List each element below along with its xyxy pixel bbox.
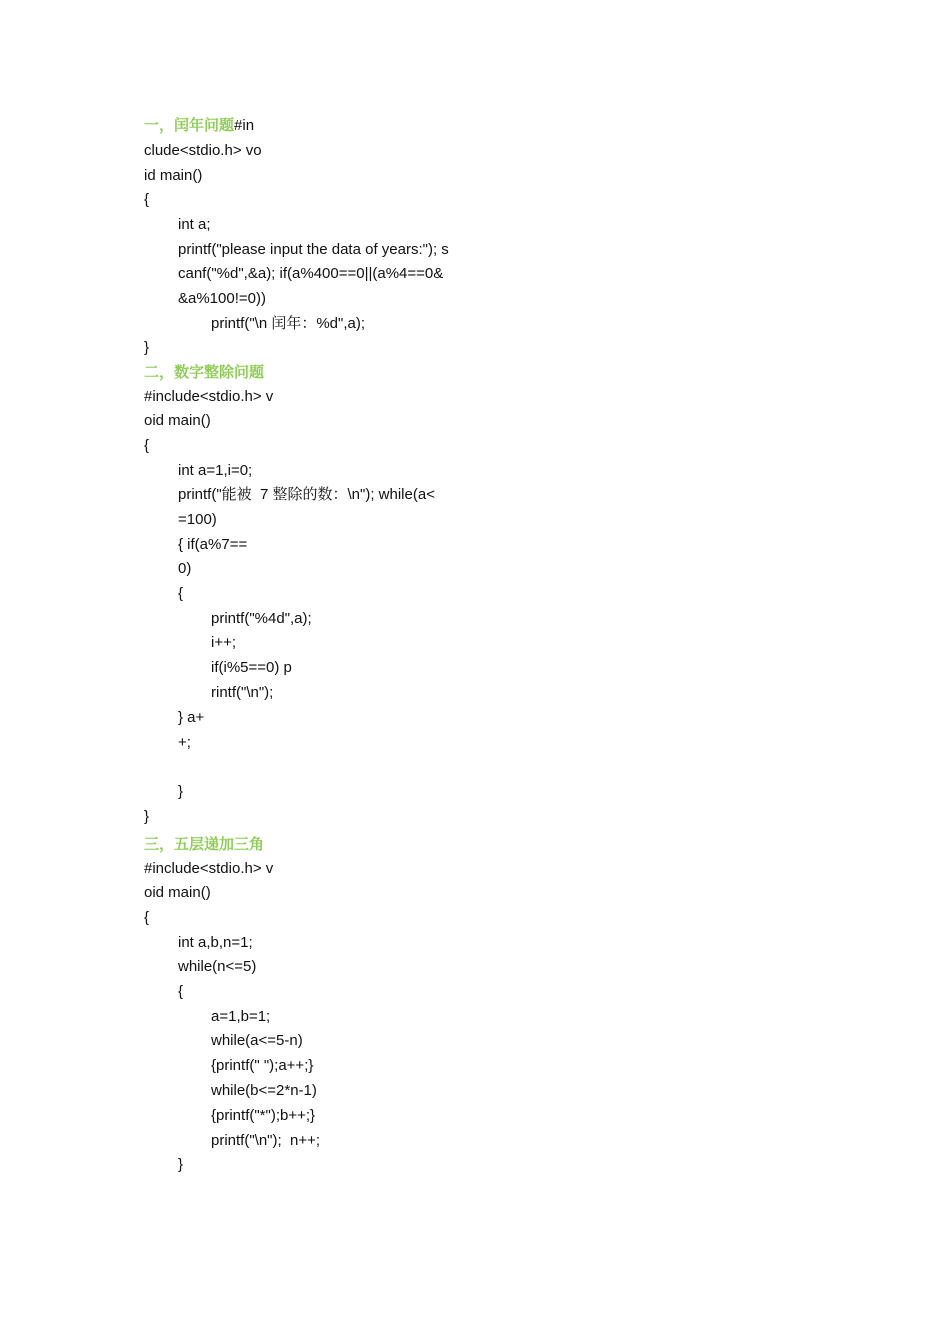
code-line: #include<stdio.h> v (144, 860, 274, 877)
code-line: int a=1,i=0; (178, 462, 253, 479)
code-line: { (178, 983, 184, 1000)
code-line: #include<stdio.h> v (144, 388, 274, 405)
code-line: printf("\n"); n++; (211, 1132, 321, 1149)
code-line: =100) (178, 511, 217, 528)
code-line: int a; (178, 216, 211, 233)
code-line: while(a<=5-n) (211, 1032, 303, 1049)
code-line: oid main() (144, 412, 211, 429)
code-line: } a+ (178, 709, 205, 726)
code-line: i++; (211, 634, 237, 651)
code-line: {printf("*");b++;} (211, 1107, 316, 1124)
code-line: if(i%5==0) p (211, 659, 292, 676)
code-line: while(n<=5) (178, 958, 257, 975)
code-line: +; (178, 734, 191, 751)
code-line: } (178, 1156, 184, 1173)
code-line: } (178, 783, 184, 800)
code-line: } (144, 808, 150, 825)
heading-text: 一，闰年问题 (144, 117, 235, 134)
code-line: rintf("\n"); (211, 684, 274, 701)
code-line: printf("能被 7 整除的数：\n"); while(a< (178, 486, 435, 503)
code-line: printf("\n 闰年：%d",a); (211, 315, 366, 332)
code-line: a=1,b=1; (211, 1008, 271, 1025)
code-line: id main() (144, 167, 203, 184)
code-line: { if(a%7== (178, 536, 248, 553)
section-heading-triangle: 三，五层递加三角 (144, 836, 265, 853)
code-line: canf("%d",&a); if(a%400==0||(a%4==0& (178, 265, 444, 282)
heading-tail-code: #in (234, 117, 255, 134)
code-line: while(b<=2*n-1) (211, 1082, 317, 1099)
code-line: 0) (178, 560, 192, 577)
code-line: oid main() (144, 884, 211, 901)
code-line: } (144, 339, 150, 356)
section-heading-leap-year (144, 116, 254, 136)
code-line: { (144, 437, 150, 454)
code-line: printf("%4d",a); (211, 610, 312, 627)
code-line: {printf(" ");a++;} (211, 1057, 314, 1074)
code-line: { (144, 191, 150, 208)
code-line: { (144, 909, 150, 926)
code-line: printf("please input the data of years:"); s (178, 241, 449, 258)
code-line: int a,b,n=1; (178, 934, 253, 951)
code-line: { (178, 585, 184, 602)
code-line: &a%100!=0)) (178, 290, 266, 307)
section-heading-divisibility: 二，数字整除问题 (144, 364, 265, 381)
code-line: clude<stdio.h> vo (144, 142, 262, 159)
